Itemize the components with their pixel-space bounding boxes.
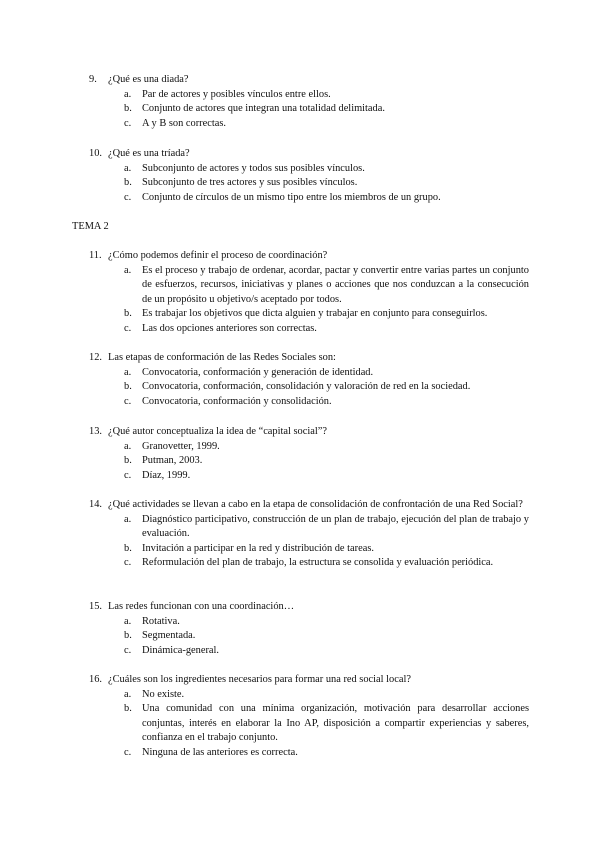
option-a	[89, 513, 529, 542]
option-label: c.	[124, 469, 132, 481]
option-list	[89, 440, 529, 484]
option-c	[89, 746, 529, 761]
option-b	[89, 102, 529, 117]
option-c	[89, 191, 529, 206]
option-c	[89, 322, 529, 337]
option-label: b.	[124, 703, 132, 715]
option-text: Segmentada.	[142, 630, 196, 642]
option-text: Convocatoria, conformación y consolidación.	[142, 395, 332, 407]
section-title: TEMA 2	[72, 221, 109, 232]
option-text: Dinámica-general.	[142, 644, 220, 656]
question-15	[89, 600, 529, 658]
option-label: c.	[124, 322, 132, 334]
option-c	[89, 469, 529, 484]
option-text: Las dos opciones anteriores son correctas.	[142, 322, 317, 334]
option-a	[89, 440, 529, 455]
option-text: Subconjunto de tres actores y sus posibles vínculos.	[142, 177, 358, 189]
question-14	[89, 498, 529, 571]
option-label: a.	[124, 366, 132, 378]
option-label: a.	[124, 440, 132, 452]
option-b	[89, 454, 529, 469]
option-a	[89, 366, 529, 381]
option-list	[89, 688, 529, 761]
question-text: ¿Qué autor conceptualiza la idea de “capital social”?	[108, 426, 327, 437]
option-label: a.	[124, 264, 132, 276]
option-label: c.	[124, 746, 132, 758]
option-text: Par de actores y posibles vínculos entre ellos.	[142, 88, 331, 100]
option-list	[89, 162, 529, 206]
option-b	[89, 629, 529, 644]
option-c	[89, 644, 529, 659]
option-a	[89, 88, 529, 103]
option-label: c.	[124, 117, 132, 129]
option-label: c.	[124, 395, 132, 407]
option-text: Conjunto de actores que integran una totalidad delimitada.	[142, 103, 385, 115]
question-11	[89, 249, 529, 337]
option-text: Diagnóstico participativo, construcción de un plan de trabajo, ejecución del plan de trabajo y evaluación.	[142, 513, 529, 540]
option-text: Es el proceso y trabajo de ordenar, acordar, pactar y convertir entre varias partes un conjunto de esfuerzos, recursos, iniciativas y planes o acciones que nos conduzcan a la consecución de un propósito u objetivo/s aceptado por todos.	[142, 264, 529, 305]
option-text: Conjunto de círculos de un mismo tipo entre los miembros de un grupo.	[142, 191, 441, 203]
option-b	[89, 176, 529, 191]
option-label: a.	[124, 513, 132, 525]
option-list	[89, 615, 529, 659]
question-9	[89, 73, 529, 131]
option-label: b.	[124, 308, 132, 320]
option-list	[89, 264, 529, 337]
option-label: b.	[124, 630, 132, 642]
option-text: A y B son correctas.	[142, 117, 226, 129]
option-label: b.	[124, 177, 132, 189]
option-text: No existe.	[142, 688, 185, 700]
option-label: b.	[124, 542, 132, 554]
option-label: a.	[124, 88, 132, 100]
option-text: Convocatoria, conformación y generación de identidad.	[142, 366, 374, 378]
option-text: Subconjunto de actores y todos sus posibles vínculos.	[142, 162, 365, 174]
question-text: Las etapas de conformación de las Redes Sociales son:	[108, 352, 336, 363]
question-text: ¿Cuáles son los ingredientes necesarios para formar una red social local?	[108, 674, 411, 685]
option-text: Invitación a participar en la red y distribución de tareas.	[142, 542, 374, 554]
option-text: Reformulación del plan de trabajo, la estructura se consolida y evaluación periódica.	[142, 557, 494, 569]
option-label: a.	[124, 615, 132, 627]
option-text: Una comunidad con una mínima organización, motivación para desarrollar acciones conjuntas, interés en elaborar la Ino AP, disposición a compartir experiencias y saberes, confianza en el trabajo conjunto.	[142, 703, 529, 744]
question-text: ¿Qué es una tríada?	[108, 148, 190, 159]
option-a	[89, 688, 529, 703]
question-text: ¿Qué es una diada?	[108, 74, 189, 85]
question-number: 13.	[89, 426, 102, 437]
option-b	[89, 380, 529, 395]
option-label: a.	[124, 688, 132, 700]
option-label: b.	[124, 103, 132, 115]
option-label: b.	[124, 455, 132, 467]
question-number: 16.	[89, 674, 102, 685]
question-10	[89, 147, 529, 205]
question-text: ¿Cómo podemos definir el proceso de coordinación?	[108, 250, 328, 261]
option-label: b.	[124, 381, 132, 393]
option-list	[89, 88, 529, 132]
option-c	[89, 556, 529, 571]
option-text: Rotativa.	[142, 615, 180, 627]
question-number: 12.	[89, 352, 102, 363]
question-16	[89, 673, 529, 761]
option-b	[89, 307, 529, 322]
option-text: Ninguna de las anteriores es correcta.	[142, 746, 298, 758]
question-number: 9.	[89, 74, 97, 85]
option-text: Díaz, 1999.	[142, 469, 191, 481]
question-12	[89, 351, 529, 409]
question-text: Las redes funcionan con una coordinación…	[108, 601, 295, 612]
option-b	[89, 702, 529, 746]
option-label: c.	[124, 557, 132, 569]
option-a	[89, 615, 529, 630]
option-text: Granovetter, 1999.	[142, 440, 220, 452]
question-number: 11.	[89, 250, 102, 261]
option-text: Putman, 2003.	[142, 455, 203, 467]
option-label: a.	[124, 162, 132, 174]
option-list	[89, 513, 529, 571]
question-number: 15.	[89, 601, 102, 612]
option-list	[89, 366, 529, 410]
question-number: 10.	[89, 148, 102, 159]
option-text: Convocatoria, conformación, consolidación y valoración de red en la sociedad.	[142, 381, 471, 393]
option-a	[89, 162, 529, 177]
option-label: c.	[124, 644, 132, 656]
question-number: 14.	[89, 499, 102, 510]
option-text: Es trabajar los objetivos que dicta alguien y trabajar en conjunto para conseguirlos.	[142, 308, 488, 320]
option-label: c.	[124, 191, 132, 203]
option-c	[89, 117, 529, 132]
option-b	[89, 542, 529, 557]
question-13	[89, 425, 529, 483]
option-a	[89, 264, 529, 308]
question-text: ¿Qué actividades se llevan a cabo en la etapa de consolidación de confrontación de una Red Social?	[108, 499, 523, 510]
option-c	[89, 395, 529, 410]
